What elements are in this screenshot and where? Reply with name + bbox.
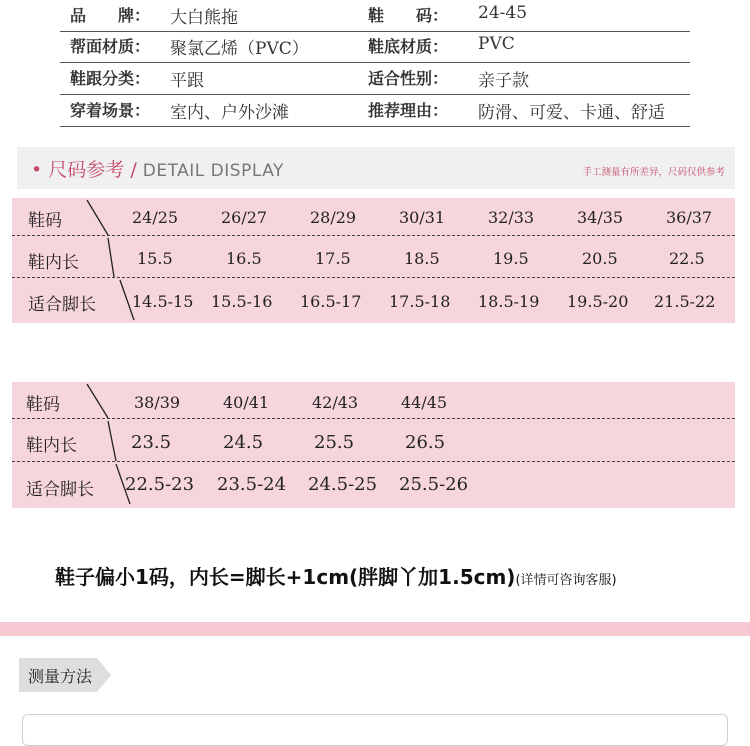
row-label-foot-length: 适合脚长 (26, 480, 94, 500)
info-value: PVC (478, 34, 515, 54)
info-label: 穿着场景： (70, 101, 151, 120)
size-table-1 (12, 198, 735, 323)
foot-length-cell: 21.5-22 (654, 292, 716, 311)
info-label: 适合性别： (368, 69, 449, 88)
row-label-inner-length: 鞋内长 (28, 253, 79, 273)
detail-title-cn: 尺码参考 (48, 159, 125, 181)
inner-length-cell: 16.5 (226, 249, 262, 268)
size-cell: 40/41 (223, 393, 270, 412)
inner-length-cell: 23.5 (131, 432, 172, 453)
detail-title-en: DETAIL DISPLAY (142, 161, 284, 181)
size-cell: 34/35 (577, 208, 624, 227)
tab-arrow-shape (97, 658, 111, 692)
size-cell: 38/39 (134, 393, 181, 412)
inner-length-cell: 19.5 (493, 249, 529, 268)
size-cell: 36/37 (666, 208, 713, 227)
measure-method-label: 测量方法 (28, 667, 93, 686)
info-row-scene (60, 95, 690, 127)
inner-length-cell: 20.5 (582, 249, 618, 268)
info-value: 24-45 (478, 3, 528, 23)
info-row-heel (60, 63, 690, 95)
measure-content-box (22, 714, 728, 746)
info-value: 大白熊拖 (170, 8, 238, 28)
inner-length-cell: 17.5 (315, 249, 351, 268)
size-cell: 42/43 (312, 393, 359, 412)
info-label: 品 牌： (70, 6, 151, 25)
foot-length-cell: 15.5-16 (211, 292, 273, 311)
size-cell: 28/29 (310, 208, 357, 227)
inner-length-cell: 25.5 (314, 432, 355, 453)
detail-title (31, 155, 284, 182)
inner-length-cell: 24.5 (223, 432, 264, 453)
size-cell: 44/45 (401, 393, 448, 412)
measurement-note: 手工测量有所差异，尺码仅供参考 (582, 167, 725, 178)
inner-length-cell: 15.5 (137, 249, 173, 268)
size-cell: 30/31 (399, 208, 446, 227)
foot-length-cell: 22.5-23 (125, 474, 195, 495)
info-label: 鞋跟分类： (70, 69, 151, 88)
title-slash: / (124, 159, 143, 181)
size-cell: 24/25 (132, 208, 179, 227)
info-label: 帮面材质： (70, 37, 151, 56)
foot-length-cell: 16.5-17 (300, 292, 362, 311)
row-label-size: 鞋码 (28, 211, 62, 231)
foot-length-cell: 19.5-20 (567, 292, 629, 311)
foot-length-cell: 18.5-19 (478, 292, 540, 311)
row-label-foot-length: 适合脚长 (28, 295, 96, 315)
bullet: • (31, 159, 43, 181)
size-notice-main: 鞋子偏小1码，内长=脚长+1cm(胖脚丫加1.5cm) (55, 565, 516, 589)
divider-band (0, 622, 750, 636)
info-row-brand (60, 0, 690, 32)
foot-length-cell: 14.5-15 (132, 292, 194, 311)
inner-length-cell: 22.5 (669, 249, 705, 268)
info-row-material (60, 31, 690, 63)
foot-length-cell: 17.5-18 (389, 292, 451, 311)
info-value: 亲子款 (478, 71, 529, 91)
info-label: 推荐理由： (368, 101, 449, 120)
size-notice-sub: (详情可咨询客服) (515, 573, 617, 588)
info-label: 鞋底材质： (368, 37, 449, 56)
size-notice (55, 561, 617, 590)
detail-header (17, 147, 735, 189)
foot-length-cell: 24.5-25 (308, 474, 378, 495)
row-label-size: 鞋码 (26, 395, 60, 415)
foot-length-cell: 23.5-24 (217, 474, 287, 495)
inner-length-cell: 18.5 (404, 249, 440, 268)
inner-length-cell: 26.5 (405, 432, 446, 453)
foot-length-cell: 25.5-26 (399, 474, 469, 495)
row-label-inner-length: 鞋内长 (26, 436, 77, 456)
info-value: 室内、户外沙滩 (170, 103, 289, 123)
size-table-2 (12, 382, 735, 508)
info-value: 平跟 (170, 71, 204, 91)
info-value: 聚氯乙烯（PVC） (170, 39, 309, 59)
info-value: 防滑、可爱、卡通、舒适 (478, 103, 665, 123)
size-cell: 26/27 (221, 208, 268, 227)
info-label: 鞋 码： (368, 6, 449, 25)
size-cell: 32/33 (488, 208, 535, 227)
